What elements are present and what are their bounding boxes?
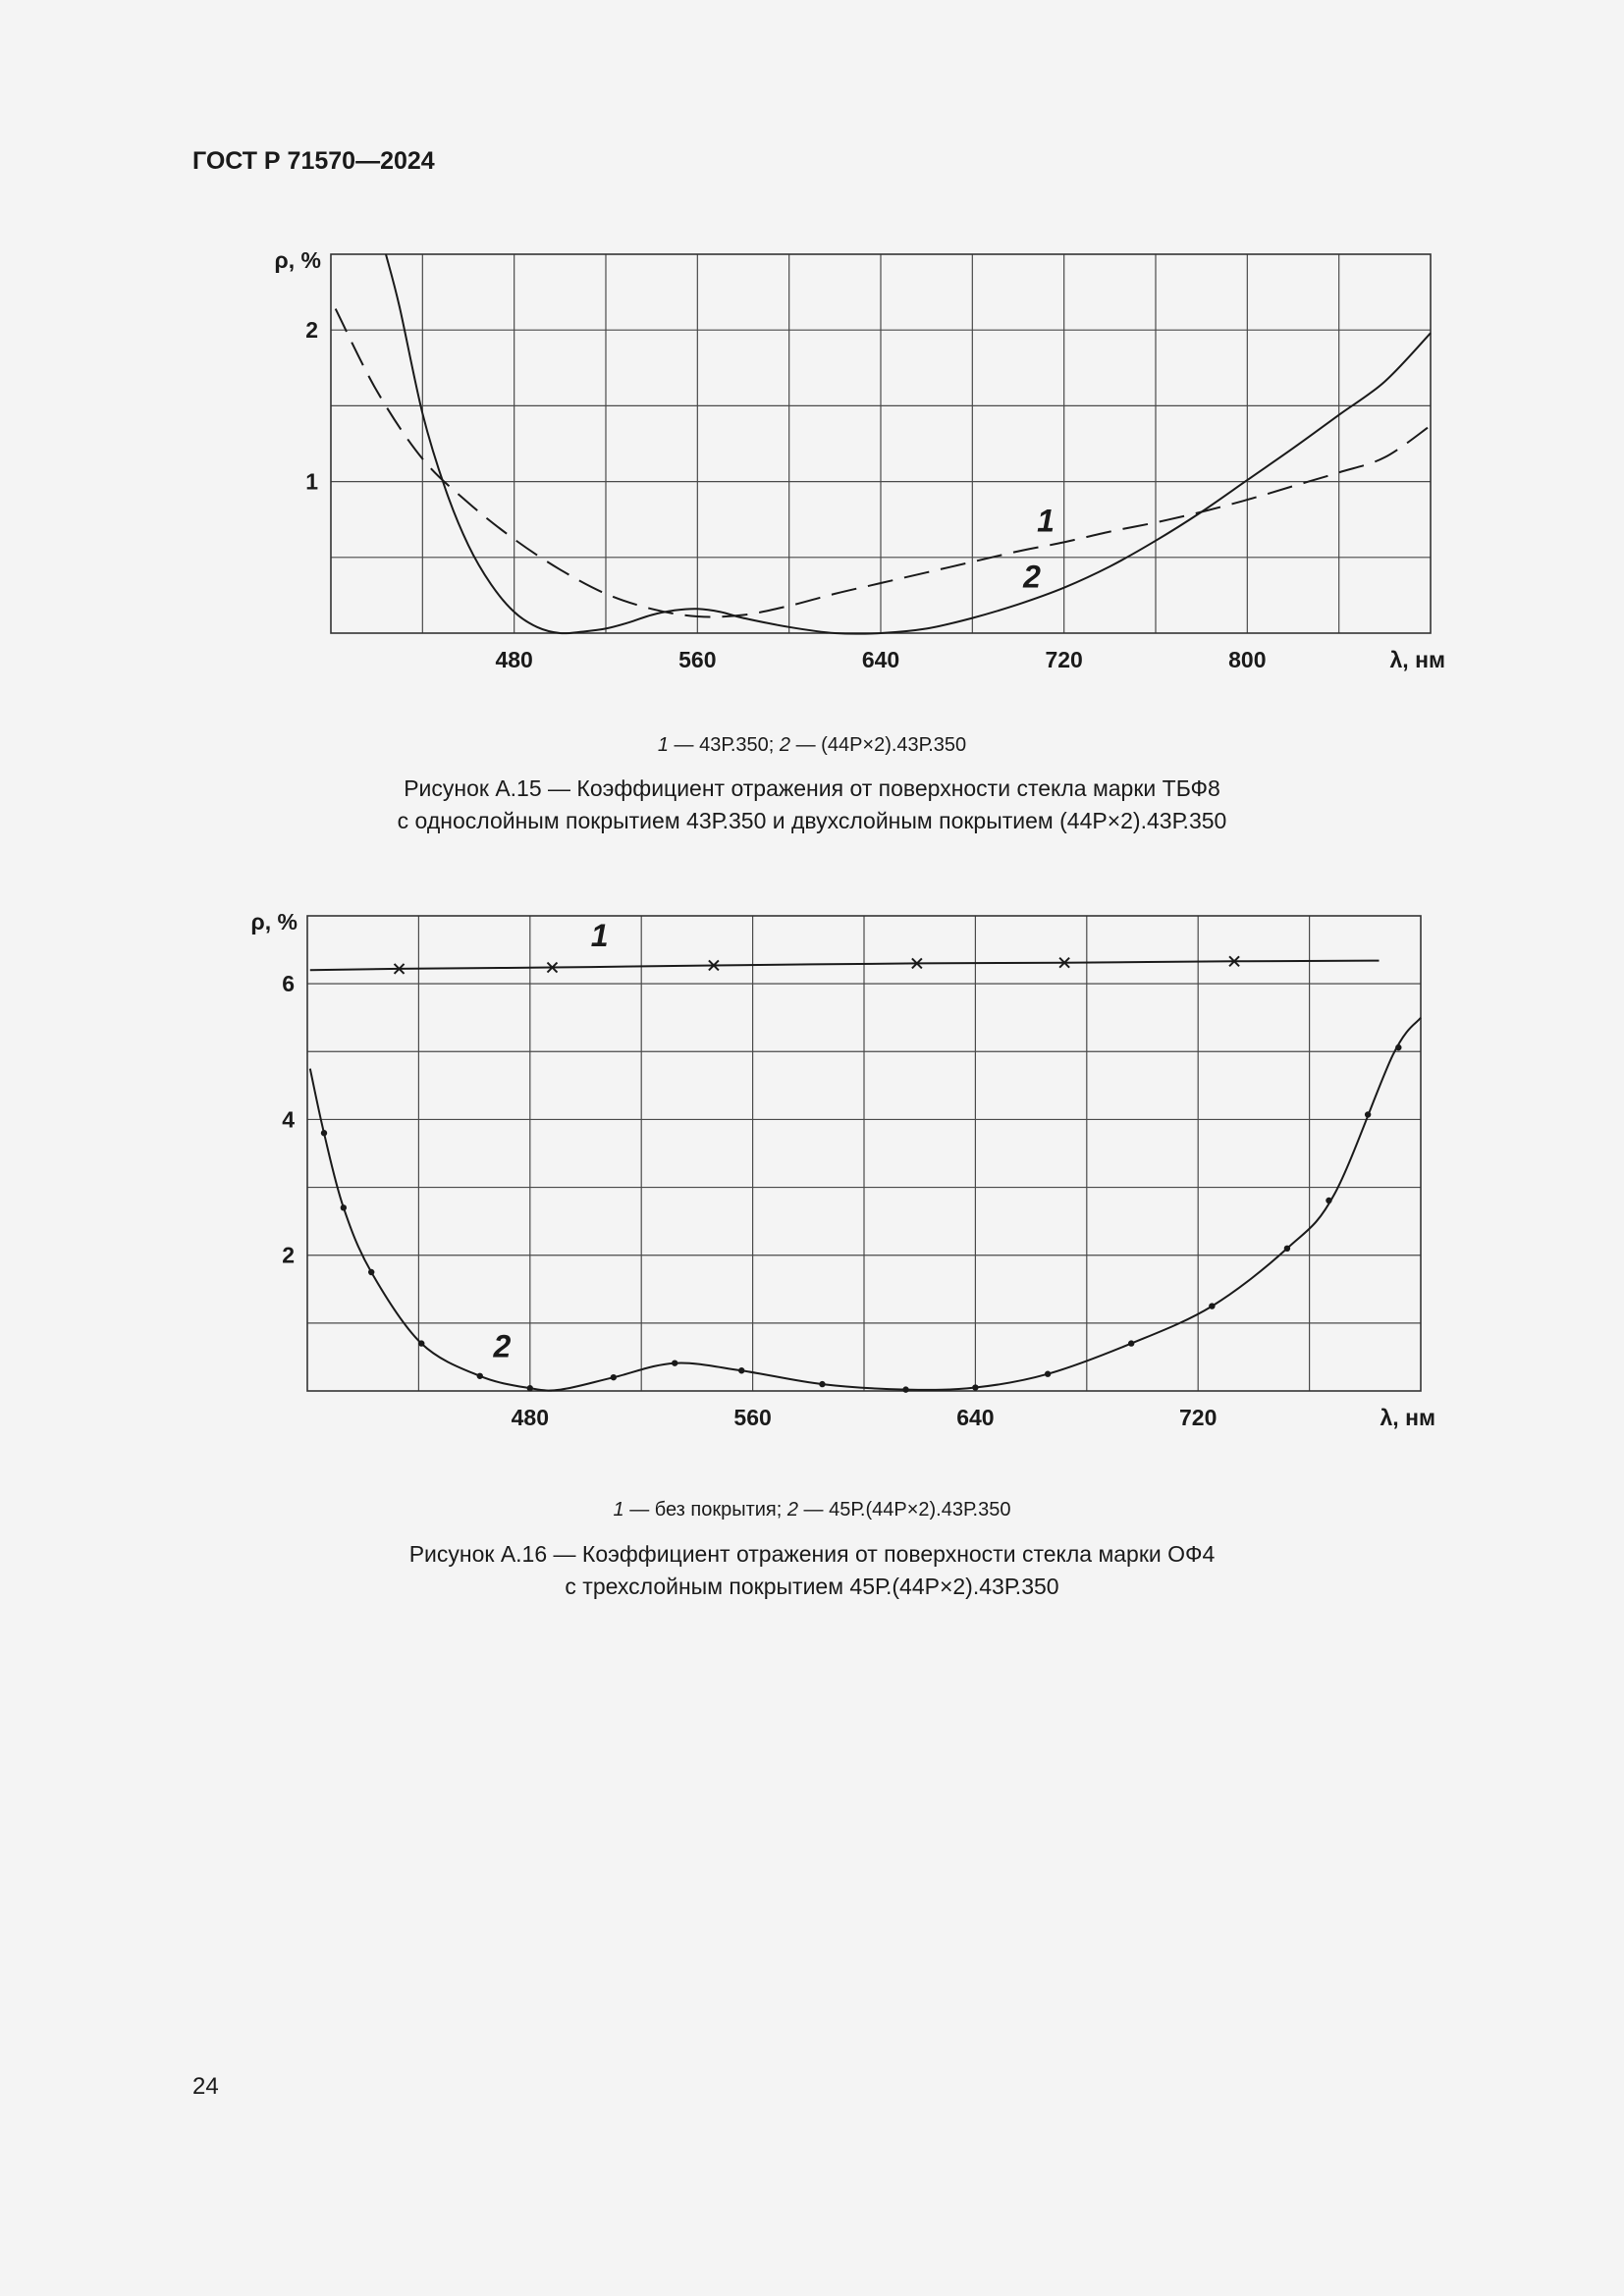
curve-label-1: 1 [590,918,609,954]
x-tick-label: 480 [495,647,533,672]
reflectance-chart-figure-a16 [0,888,1624,1458]
x-axis-label: λ, нм [1389,647,1445,672]
figure-a16-caption [0,1538,1624,1603]
data-point-marker-series-2 [1395,1044,1401,1050]
legend-series-1-text: — без покрытия; [623,1499,787,1521]
figure-a16-caption-line-1: Рисунок А.16 — Коэффициент отражения от поверхности стекла марки ОФ4 [408,1541,1216,1567]
curve-label-2: 2 [1023,559,1041,595]
series-line-1 [336,309,1431,617]
curve-label-2: 2 [493,1328,512,1364]
x-tick-label: 800 [1228,647,1267,672]
y-axis-label: ρ, % [250,909,298,934]
figure-a15-caption-line-1: Рисунок А.15 — Коэффициент отражения от поверхности стекла марки ТБФ8 [404,775,1220,801]
x-tick-label: 640 [956,1405,995,1430]
x-tick-label: 720 [1045,647,1083,672]
data-point-marker-series-2 [672,1360,677,1365]
data-point-marker-series-2 [738,1367,744,1373]
data-point-marker-series-2 [611,1374,617,1380]
data-point-marker-series-2 [368,1269,374,1275]
legend-series-2-number: 2 [786,1499,798,1521]
legend-series-2-text: — 45Р.(44Р×2).43Р.350 [798,1499,1011,1521]
legend-series-1-text: — 43Р.350; [668,734,780,756]
figure-a15-legend [0,734,1624,757]
x-tick-label: 480 [511,1405,549,1430]
data-point-marker-series-2 [1045,1371,1051,1377]
x-tick-label: 560 [733,1405,772,1430]
series-line-1 [310,961,1380,971]
figure-a16-legend [0,1499,1624,1522]
data-point-marker-series-2 [527,1385,533,1391]
y-tick-label: 4 [282,1106,295,1133]
data-point-marker-series-2 [1365,1111,1371,1117]
figure-a15-caption [0,773,1624,837]
curve-label-1: 1 [1037,503,1055,539]
data-point-marker-series-2 [477,1373,483,1379]
x-tick-label: 640 [861,647,900,672]
tick-labels [282,971,1217,1430]
data-point-marker-series-2 [321,1130,327,1136]
x-tick-label: 720 [1179,1405,1218,1430]
y-tick-label: 1 [305,468,318,495]
reflectance-chart-figure-a15 [0,226,1624,697]
data-point-marker-series-2 [1284,1246,1290,1252]
data-point-marker-series-2 [1209,1303,1215,1308]
data-point-marker-series-2 [1326,1198,1331,1203]
data-point-marker-series-2 [902,1386,908,1392]
legend-series-2-number: 2 [779,734,791,756]
y-axis-label: ρ, % [274,247,321,273]
tick-labels [305,317,1266,672]
chart-grid [307,916,1421,1391]
document-header: ГОСТ Р 71570—2024 [192,147,435,175]
data-point-marker-series-2 [1128,1340,1134,1346]
y-tick-label: 2 [305,317,318,344]
data-point-marker-series-2 [819,1381,825,1387]
data-point-marker-series-2 [418,1340,424,1346]
chart-grid [331,254,1431,633]
legend-series-1-number: 1 [613,1499,624,1521]
x-axis-label: λ, нм [1380,1405,1435,1430]
page-number: 24 [192,2073,219,2100]
figure-a15-caption-line-2: с однослойным покрытием 43Р.350 и двухслойным покрытием (44Р×2).43Р.350 [397,808,1227,833]
series-line-2 [310,1018,1421,1391]
x-tick-label: 560 [678,647,717,672]
legend-series-2-text: — (44Р×2).43Р.350 [790,734,967,756]
y-tick-label: 6 [282,971,295,997]
data-point-marker-series-2 [341,1204,347,1210]
legend-series-1-number: 1 [657,734,669,756]
data-point-marker-series-2 [972,1384,978,1390]
y-tick-label: 2 [282,1242,295,1268]
figure-a16-caption-line-2: с трехслойным покрытием 45Р.(44Р×2).43Р.350 [565,1574,1059,1599]
